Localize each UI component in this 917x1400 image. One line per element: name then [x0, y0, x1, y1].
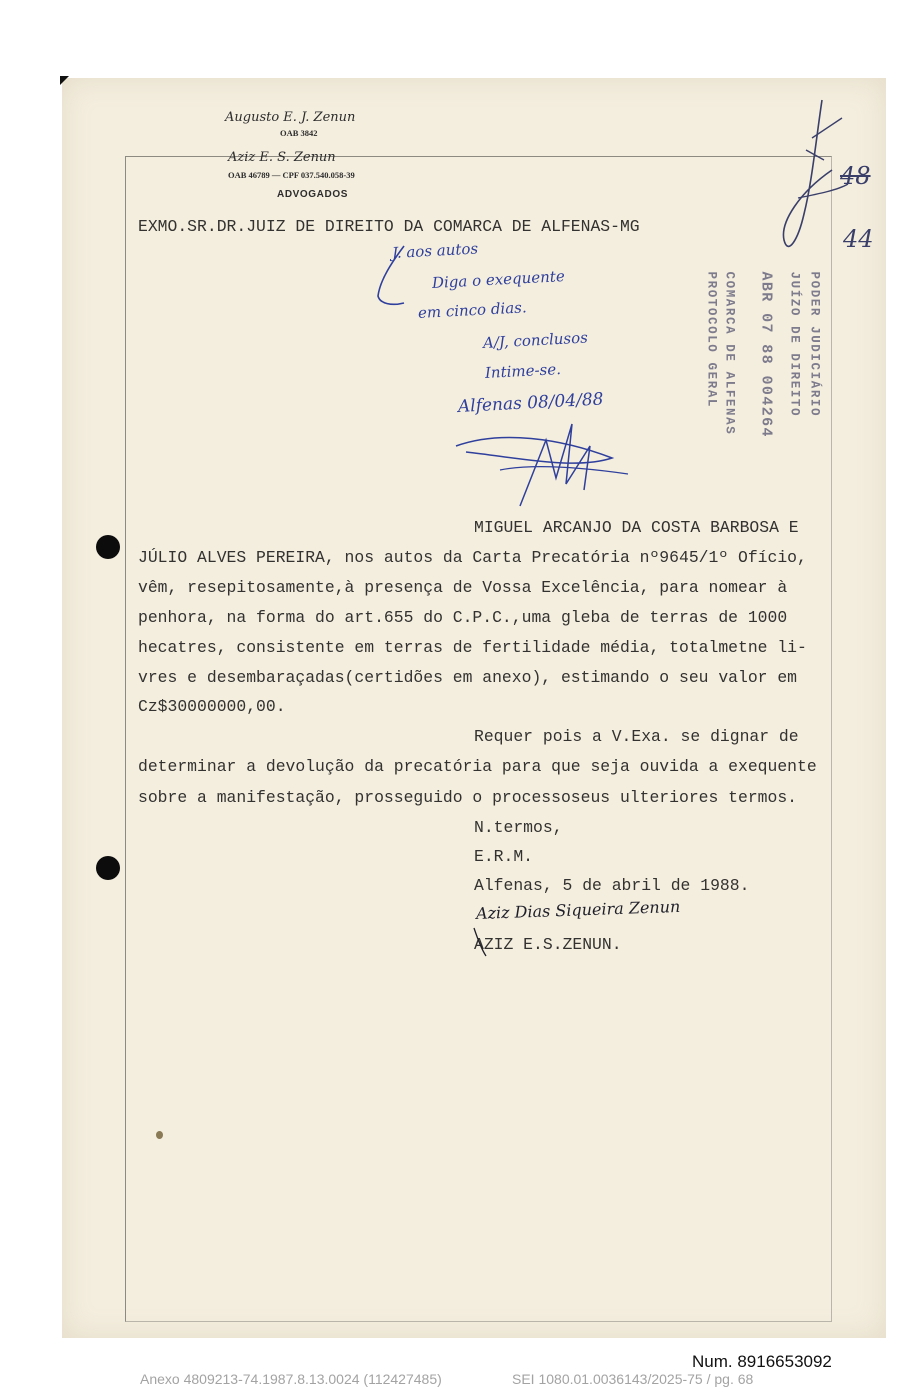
annex-reference: Anexo 4809213-74.1987.8.13.0024 (112427485) — [140, 1371, 442, 1387]
despacho-line: em cinco dias. — [417, 298, 528, 322]
body-line: determinar a devolução da precatória para que seja ouvida a exequente — [138, 757, 817, 776]
folio-number: 44 — [843, 225, 874, 253]
stamp-line: COMARCA DE ALFENAS — [722, 271, 737, 436]
letterhead-role: ADVOGADOS — [277, 189, 348, 200]
stamp-line: JUÍZO DE DIREITO — [787, 271, 802, 418]
protocol-stamp — [705, 268, 825, 443]
corner-mark — [60, 76, 69, 85]
letterhead-name-2: Aziz E. S. Zenun — [228, 150, 336, 165]
letterhead-name-1: Augusto E. J. Zenun — [225, 110, 356, 125]
punch-hole — [96, 856, 120, 880]
closing-place-date: Alfenas, 5 de abril de 1988. — [474, 876, 750, 895]
body-line: Cz$30000000,00. — [138, 697, 286, 716]
signer-name: AZIZ E.S.ZENUN. — [474, 935, 622, 954]
stain-spot — [156, 1131, 163, 1139]
letterhead-oab-1: OAB 3842 — [280, 128, 318, 138]
handwritten-signature: Aziz Dias Siqueira Zenun — [475, 896, 681, 923]
despacho-line: J. aos autos — [391, 239, 479, 262]
body-line: vêm, resepitosamente,à presença de Vossa Excelência, para nomear à — [138, 578, 788, 597]
body-line: Requer pois a V.Exa. se dignar de — [474, 727, 799, 746]
body-line: MIGUEL ARCANJO DA COSTA BARBOSA E — [474, 518, 799, 537]
body-line: JÚLIO ALVES PEREIRA, nos autos da Carta Precatória nº9645/1º Ofício, — [138, 548, 807, 567]
despacho-line: Intime-se. — [484, 360, 562, 382]
closing-erm: E.R.M. — [474, 847, 534, 866]
stamp-line: PROTOCOLO GERAL — [704, 271, 719, 409]
sei-reference: SEI 1080.01.0036143/2025-75 / pg. 68 — [512, 1371, 754, 1387]
stamp-line: PODER JUDICIÁRIO — [807, 271, 822, 418]
despacho-line: A/J, conclusos — [482, 328, 589, 352]
despacho-line: Diga o exequente — [431, 267, 566, 292]
letterhead-oab-2: OAB 46789 — CPF 037.540.058-39 — [228, 170, 355, 180]
body-line: penhora, na forma do art.655 do C.P.C.,uma gleba de terras de 1000 — [138, 608, 788, 627]
stamp-protocol-number: ABR 07 88 004264 — [757, 271, 775, 438]
closing-terms: N.termos, — [474, 818, 563, 837]
body-line: hecatres, consistente em terras de fertilidade média, totalmetne li- — [138, 638, 807, 657]
folio-number-old: 48 — [840, 162, 871, 190]
body-line: sobre a manifestação, prosseguido o processoseus ulteriores termos. — [138, 788, 798, 807]
addressee: EXMO.SR.DR.JUIZ DE DIREITO DA COMARCA DE ALFENAS-MG — [138, 217, 640, 236]
document-number: Num. 8916653092 — [692, 1352, 832, 1371]
despacho-date: Alfenas 08/04/88 — [457, 389, 604, 417]
body-line: vres e desembaraçadas(certidões em anexo), estimando o seu valor em — [138, 668, 798, 687]
punch-hole — [96, 535, 120, 559]
